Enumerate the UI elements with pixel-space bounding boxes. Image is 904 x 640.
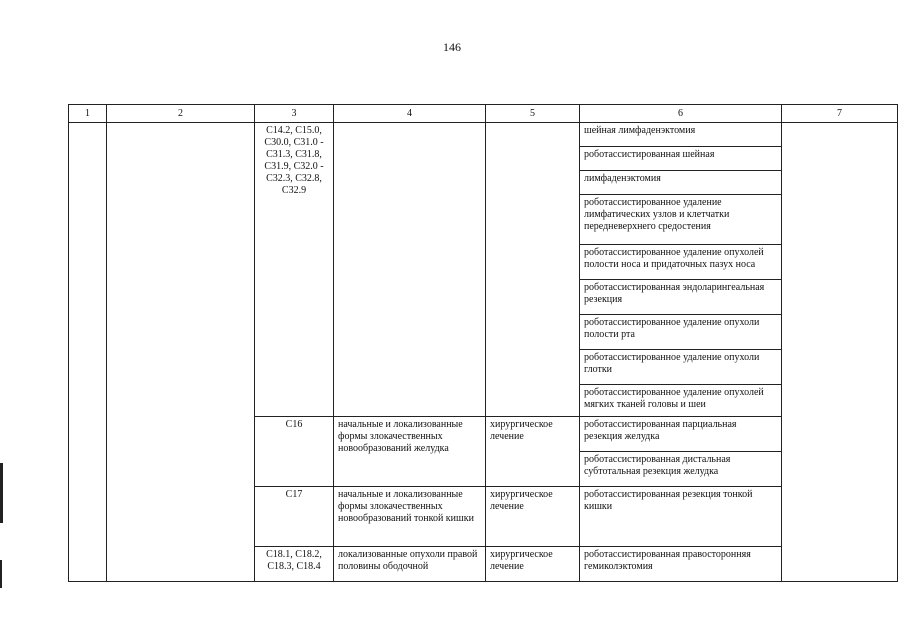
column-header: 6 bbox=[580, 105, 782, 123]
table-header-row bbox=[69, 105, 898, 123]
procedure-cell: роботассистированное удаление лимфатических узлов и клетчатки передневерхнего средостения bbox=[580, 195, 782, 245]
diagnosis-codes-cell: C14.2, C15.0, C30.0, C31.0 - C31.3, C31.8, C31.9, C32.0 - C32.3, C32.8, C32.9 bbox=[255, 123, 334, 417]
procedure-cell: роботассистированное удаление опухоли полости рта bbox=[580, 315, 782, 350]
diagnosis-codes-cell: C16 bbox=[255, 417, 334, 487]
procedure-cell: роботассистированная эндоларингеальная резекция bbox=[580, 280, 782, 315]
column-header: 7 bbox=[782, 105, 898, 123]
procedure-cell: роботассистированная парциальная резекция желудка bbox=[580, 417, 782, 452]
table-row bbox=[69, 123, 898, 147]
patient-model-cell: начальные и локализованные формы злокачественных новообразований желудка bbox=[334, 417, 486, 487]
procedure-cell: шейная лимфаденэктомия bbox=[580, 123, 782, 147]
treatment-type-cell: хирургическое лечение bbox=[486, 487, 580, 547]
procedure-cell: роботассистированное удаление опухолей полости носа и придаточных пазух носа bbox=[580, 245, 782, 280]
column-header: 1 bbox=[69, 105, 107, 123]
column-header: 4 bbox=[334, 105, 486, 123]
patient-model-cell: начальные и локализованные формы злокачественных новообразований тонкой кишки bbox=[334, 487, 486, 547]
diagnosis-codes-cell: C17 bbox=[255, 487, 334, 547]
treatment-type-cell: хирургическое лечение bbox=[486, 547, 580, 582]
cell-col2 bbox=[107, 123, 255, 582]
treatment-type-cell bbox=[486, 123, 580, 417]
scan-edge-mark bbox=[0, 463, 3, 523]
procedure-cell: роботассистированная дистальная субтотальная резекция желудка bbox=[580, 452, 782, 487]
page-number: 146 bbox=[443, 40, 461, 54]
cell-col7 bbox=[782, 123, 898, 582]
column-header: 5 bbox=[486, 105, 580, 123]
procedure-cell: роботассистированная шейная bbox=[580, 147, 782, 171]
procedure-cell: роботассистированное удаление опухолей мягких тканей головы и шеи bbox=[580, 385, 782, 417]
patient-model-cell bbox=[334, 123, 486, 417]
procedure-cell: лимфаденэктомия bbox=[580, 171, 782, 195]
treatment-type-cell: хирургическое лечение bbox=[486, 417, 580, 487]
column-header: 2 bbox=[107, 105, 255, 123]
patient-model-cell: локализованные опухоли правой половины ободочной bbox=[334, 547, 486, 582]
procedure-cell: роботассистированная резекция тонкой кишки bbox=[580, 487, 782, 547]
diagnosis-codes-cell: C18.1, C18.2, C18.3, C18.4 bbox=[255, 547, 334, 582]
column-header: 3 bbox=[255, 105, 334, 123]
procedure-cell: роботассистированное удаление опухоли глотки bbox=[580, 350, 782, 385]
cell-col1 bbox=[69, 123, 107, 582]
medical-procedures-table bbox=[68, 104, 898, 582]
procedure-cell: роботассистированная правосторонняя гемиколэктомия bbox=[580, 547, 782, 582]
scan-edge-mark bbox=[0, 560, 2, 588]
